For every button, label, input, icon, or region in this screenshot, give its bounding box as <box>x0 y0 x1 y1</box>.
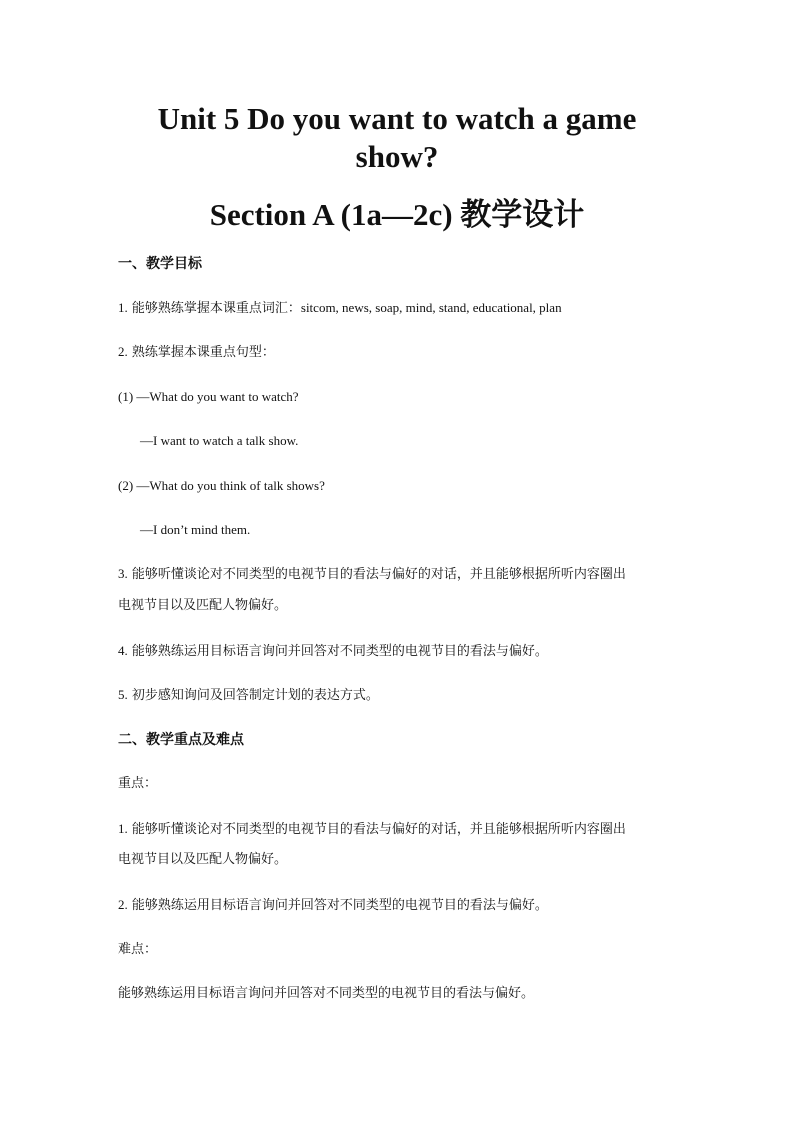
item-number: 4. <box>118 643 128 658</box>
difficulty-item: 能够熟练运用目标语言询问并回答对不同类型的电视节目的看法与偏好。 <box>118 986 535 1001</box>
item-number: 3. <box>118 566 128 581</box>
item-text: 能够听懂谈论对不同类型的电视节目的看法与偏好的对话，并且能够根据所听内容圈出 <box>127 567 626 582</box>
document-subtitle: Section A (1a—2c) 教学设计 <box>209 197 585 232</box>
objective-item-3-line2: 电视节目以及匹配人物偏好。 <box>118 598 288 613</box>
item-number: 2. <box>118 897 128 912</box>
item-text: 能够听懂谈论对不同类型的电视节目的看法与偏好的对话，并且能够根据所听内容圈出 <box>127 822 626 837</box>
key-point-1-line2: 电视节目以及匹配人物偏好。 <box>118 852 288 867</box>
document-title-line2: show? <box>355 139 439 174</box>
objective-item-1 <box>118 299 562 318</box>
key-point-2 <box>118 896 548 915</box>
vocabulary-list: sitcom, news, soap, mind, stand, educational, plan <box>300 300 562 315</box>
objective-item-4 <box>118 642 548 661</box>
item-number: 1. <box>118 821 128 836</box>
item-number: 5. <box>118 687 128 702</box>
item-text: 能够熟练掌握本课重点词汇： <box>127 301 301 316</box>
objective-item-2 <box>118 343 275 362</box>
document-title-line1: Unit 5 Do you want to watch a game <box>157 101 637 136</box>
key-point-1-line1 <box>118 820 626 839</box>
section-heading-objectives: 一、教学目标 <box>118 256 202 272</box>
item-text: 初步感知询问及回答制定计划的表达方式。 <box>127 688 379 703</box>
key-points-label: 重点： <box>118 776 158 791</box>
item-text: 熟练掌握本课重点句型： <box>127 345 275 360</box>
objective-item-3-line1 <box>118 565 626 584</box>
example-2-answer: —I don’t mind them. <box>140 522 251 537</box>
item-number: 2. <box>118 344 128 359</box>
example-1-answer: —I want to watch a talk show. <box>140 433 299 448</box>
example-1-question: (1) —What do you want to watch? <box>118 389 299 404</box>
item-text: 能够熟练运用目标语言询问并回答对不同类型的电视节目的看法与偏好。 <box>127 898 548 913</box>
item-number: 1. <box>118 300 128 315</box>
objective-item-5 <box>118 686 379 705</box>
item-text: 能够熟练运用目标语言询问并回答对不同类型的电视节目的看法与偏好。 <box>127 644 548 659</box>
difficulty-label: 难点： <box>118 942 158 957</box>
example-2-question: (2) —What do you think of talk shows? <box>118 478 325 493</box>
section-heading-key-points: 二、教学重点及难点 <box>118 732 244 748</box>
